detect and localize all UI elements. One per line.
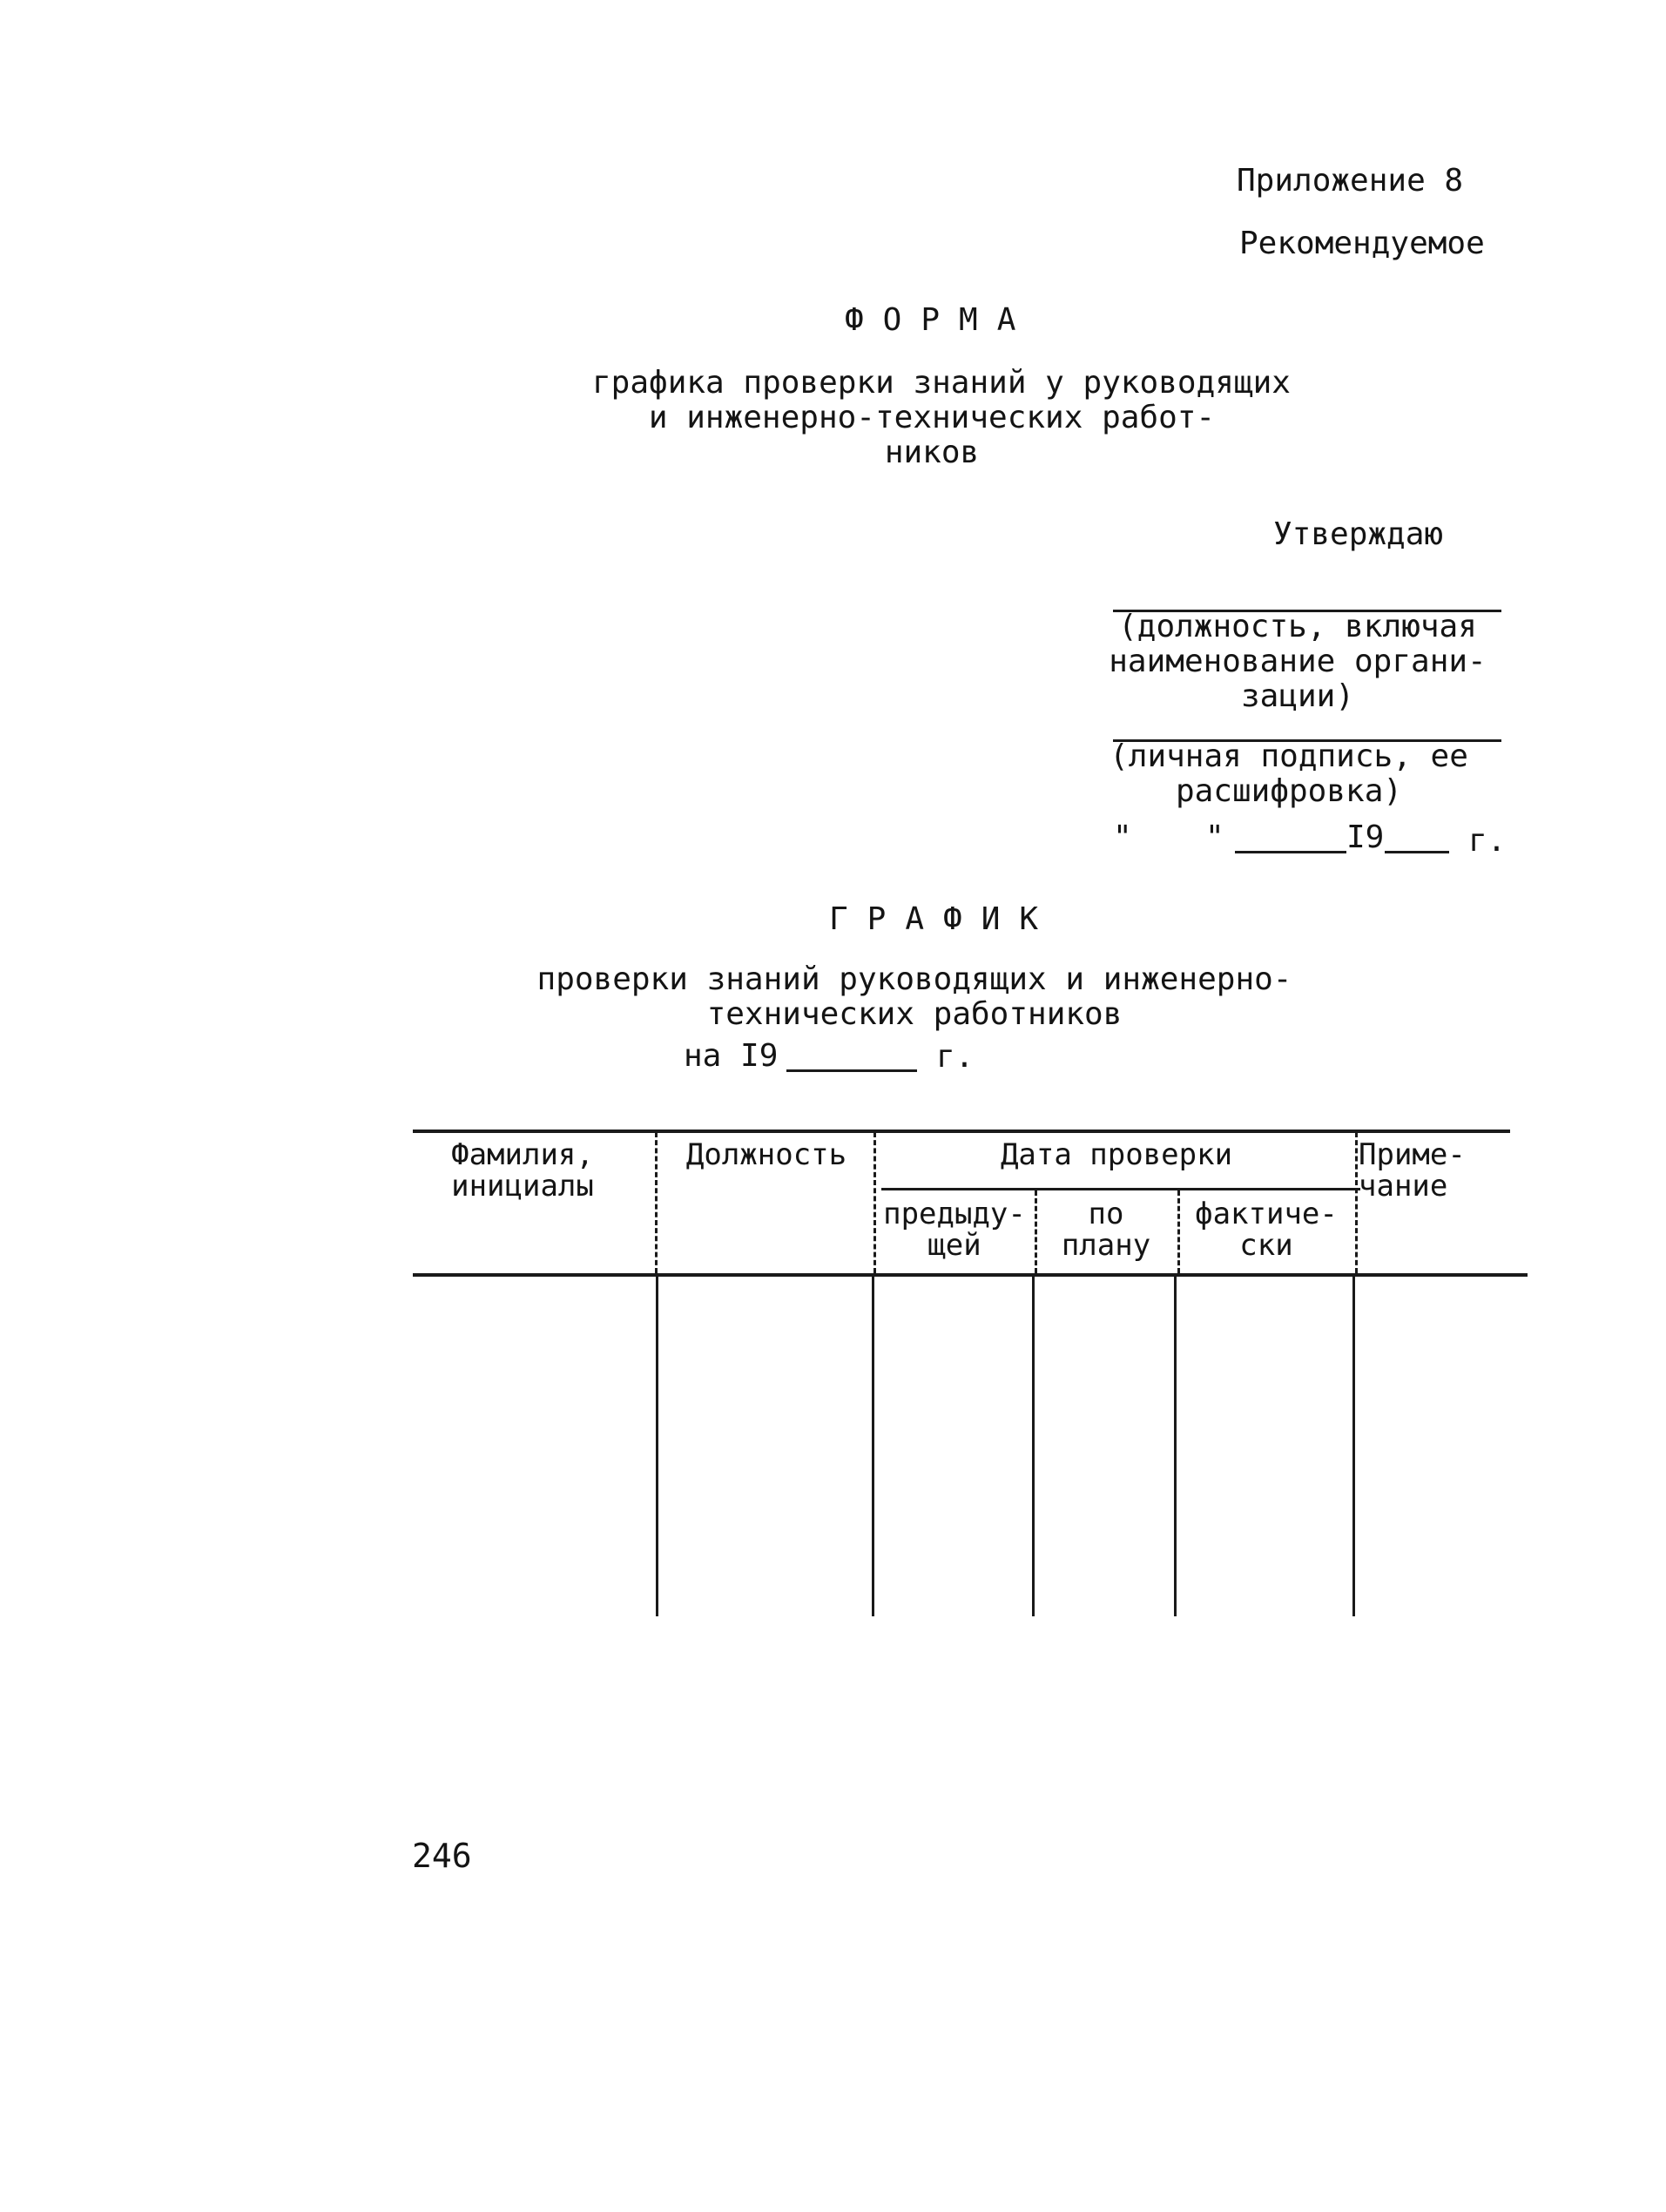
table-top-rule	[413, 1130, 1510, 1133]
schedule-year-suffix: г.	[936, 1039, 975, 1075]
col-header-position: Должность	[685, 1137, 847, 1172]
col-header-actual: фактиче- ски	[1195, 1197, 1338, 1263]
body-sep-2	[872, 1277, 874, 1616]
date-year-suffix: г.	[1468, 823, 1507, 859]
header-sep-4	[1177, 1190, 1180, 1273]
body-sep-4	[1174, 1277, 1177, 1616]
header-sep-3	[1035, 1190, 1037, 1273]
schedule-year-prefix: на I9	[684, 1038, 779, 1074]
page-number: 246	[412, 1837, 472, 1875]
header-sep-1	[655, 1132, 658, 1273]
date-quote-close: "	[1205, 819, 1224, 855]
appendix-status: Рекомендуемое	[1239, 226, 1485, 261]
col-header-name: Фамилия, инициалы	[451, 1137, 594, 1204]
date-year-prefix: I9	[1346, 819, 1385, 855]
table-header-bottom-rule	[413, 1273, 1528, 1277]
col-header-previous: предыду- щей	[883, 1197, 1026, 1263]
table-subheader-rule	[881, 1188, 1360, 1190]
approval-label: Утверждаю	[1273, 516, 1444, 552]
form-heading: ФОРМА	[845, 302, 1035, 338]
signature-caption: (личная подпись, ее расшифровка)	[1110, 738, 1468, 809]
position-caption: (должность, включая наименование органи- зации)	[1109, 609, 1487, 714]
body-sep-3	[1032, 1277, 1035, 1616]
col-header-note: Приме- чание	[1359, 1137, 1466, 1204]
schedule-subtitle: проверки знаний руководящих и инженерно- технических работников	[536, 961, 1292, 1032]
body-sep-5	[1352, 1277, 1355, 1616]
body-sep-1	[656, 1277, 658, 1616]
form-subtitle: графика проверки знаний у руководящих и инженерно-технических работ- ников	[592, 365, 1291, 470]
col-header-planned: по плану	[1061, 1197, 1151, 1263]
date-year-line	[1385, 851, 1449, 853]
header-sep-5	[1355, 1132, 1358, 1273]
appendix-label: Приложение 8	[1237, 163, 1464, 199]
date-quote-open: "	[1113, 819, 1132, 855]
col-header-check-date: Дата проверки	[1000, 1137, 1233, 1172]
schedule-heading: ГРАФИК	[829, 901, 1058, 937]
date-day-month-line	[1235, 851, 1346, 853]
schedule-year-line	[786, 1069, 917, 1072]
